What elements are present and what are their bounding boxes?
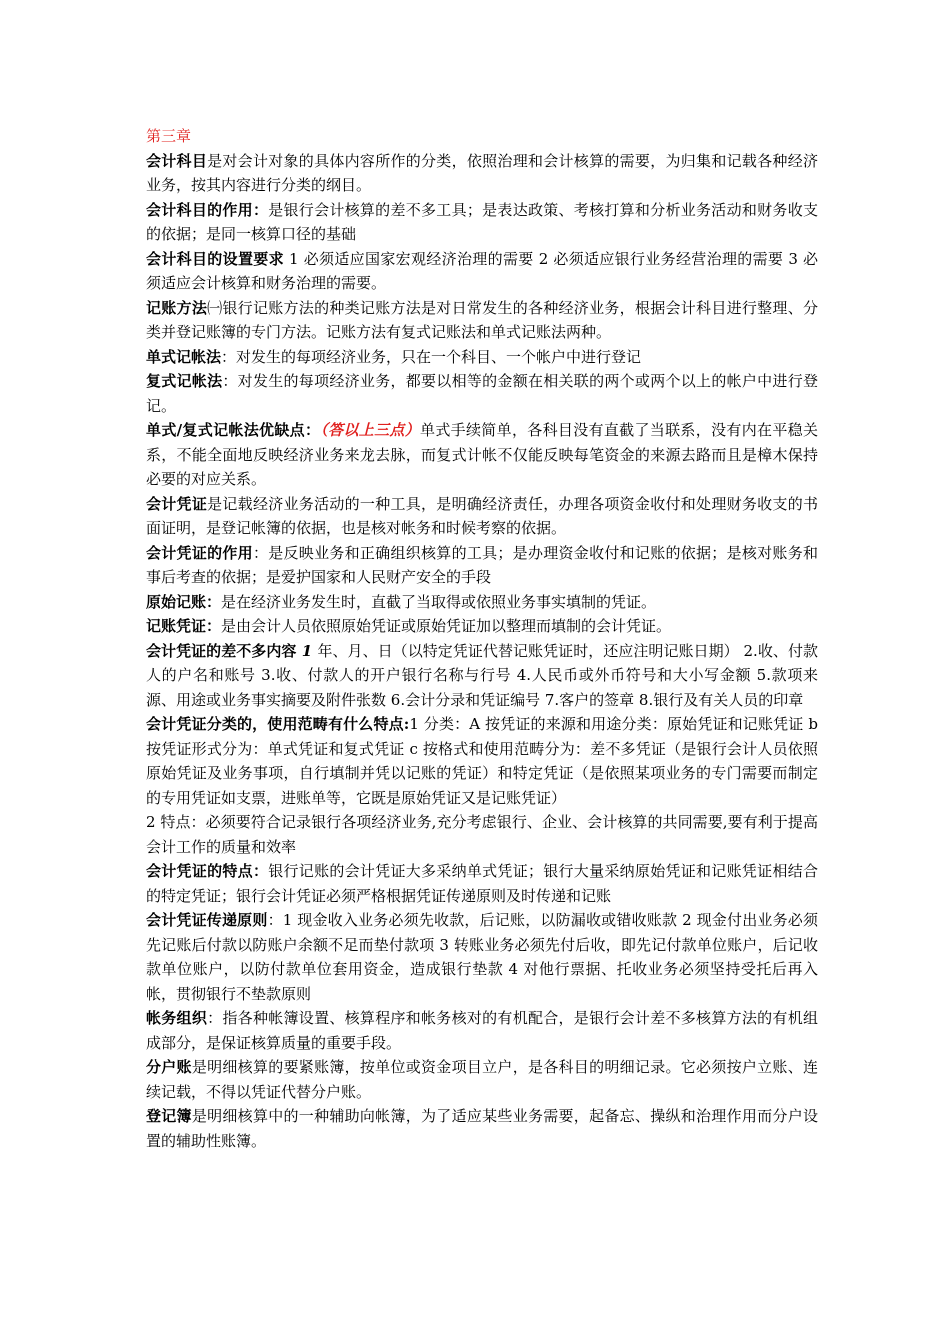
term: 原始记账：	[146, 592, 222, 611]
paragraph-bookkeeping-voucher	[146, 614, 818, 639]
term: 会计凭证传递原则	[146, 911, 268, 929]
body-text: ：对发生的每项经济业务，只在一个科目、一个帐户中进行登记	[221, 347, 642, 366]
paragraph-classification-features	[146, 810, 818, 859]
term: 帐务组织	[146, 1009, 208, 1027]
paragraph-voucher-classification	[146, 712, 818, 810]
item-number: 1	[296, 641, 318, 660]
document-body	[146, 124, 818, 1153]
paragraph-account-organization	[146, 1006, 818, 1055]
term: 会计凭证分类的，使用范畴有什么特点:	[146, 715, 410, 733]
paragraph-single-entry	[146, 345, 818, 370]
term: 会计凭证的特点：	[146, 862, 269, 880]
paragraph-bookkeeping-method	[146, 296, 818, 345]
body-text: 是明细核算的要紧账簿，按单位或资金项目立户，是各科目的明细记录。它必须按户立账、连续记载，不得以凭证代替分户账。	[146, 1058, 818, 1101]
body-text: ：是反映业务和正确组织核算的工具；是办理资金收付和记账的依据；是核对账务和事后考查的依据；是爱护国家和人民财产安全的手段	[146, 543, 818, 586]
body-text: 1 必须适应国家宏观经济治理的需要 2 必须适应银行业务经营治理的需要 3 必须适应会计核算和财务治理的需要。	[146, 249, 818, 292]
paragraph-subject-role	[146, 198, 818, 247]
body-text: 是银行会计核算的差不多工具；是表达政策、考核打算和分析业务活动和财务收支的依据；是同一核算口径的基础	[146, 200, 818, 243]
term: 会计科目的作用：	[146, 200, 269, 219]
body-text: 是明细核算中的一种辅助向帐簿，为了适应某些业务需要，起备忘、操纵和治理作用而分户设置的辅助性账簿。	[146, 1107, 818, 1150]
term: 记账凭证：	[146, 617, 222, 635]
paragraph-accounting-subject	[146, 149, 818, 198]
paragraph-double-entry	[146, 369, 818, 418]
body-text: 是在经济业务发生时，直截了当取得或依照业务事实填制的凭证。	[221, 592, 657, 611]
paragraph-sub-ledger	[146, 1055, 818, 1104]
term: 会计凭证的差不多内容	[146, 641, 297, 660]
paragraph-transfer-principles	[146, 908, 818, 1006]
body-text: 是对会计对象的具体内容所作的分类，依照治理和会计核算的需要，为归集和记载各种经济业务，按其内容进行分类的纲目。	[146, 151, 818, 194]
body-text: 银行记账的会计凭证大多采纳单式凭证；银行大量采纳原始凭证和记账凭证相结合的特定凭证；银行会计凭证必须严格根据凭证传递原则及时传递和记账	[146, 862, 818, 905]
term: 复式记帐法	[146, 372, 223, 390]
paragraph-voucher-role	[146, 541, 818, 590]
term: 记账方法	[146, 298, 208, 317]
paragraph-original-record	[146, 590, 818, 615]
term: 登记簿	[146, 1107, 192, 1125]
paragraph-register-book	[146, 1104, 818, 1153]
answer-note: （答以上三点）	[320, 421, 421, 439]
term: 单式记帐法	[146, 347, 222, 366]
chapter-heading: 第三章	[146, 127, 192, 145]
term: 会计科目	[146, 151, 208, 170]
body-text: 年、月、日（以特定凭证代替记账凭证时，还应注明记账日期） 2.收、付款人的户名和账号 3.收、付款人的开户银行名称与行号 4.人民币或外币符号和大小写金额 5.款项来源、用途或业务事实摘要及附件张数 6.会计分录和凭证编号 7.客户的签章 8.银行及有关人员的印章	[146, 641, 818, 709]
paragraph-voucher-content	[146, 639, 818, 713]
body-text: 2 特点：必须要符合记录银行各项经济业务,充分考虑银行、企业、会计核算的共同需要,要有利于提高会计工作的质量和效率	[146, 813, 818, 856]
body-text: 1 分类：A 按凭证的来源和用途分类：原始凭证和记账凭证 b 按凭证形式分为：单式凭证和复式凭证 c 按格式和使用范畴分为：差不多凭证（是银行会计人员依照原始凭证及业务事项，自行填制并凭以记账的凭证）和特定凭证（是依照某项业务的专门需要而制定的专用凭证如支票，进账单等，它既是原始凭证又是记账凭证）	[146, 715, 818, 807]
body-text: ：指各种帐簿设置、核算程序和帐务核对的有机配合，是银行会计差不多核算方法的有机组成部分，是保证核算质量的重要手段。	[146, 1009, 818, 1052]
body-text: 单式手续简单，各科目没有直截了当联系，没有内在平稳关系，不能全面地反映经济业务来龙去脉，而复式计帐不仅能反映每笔资金的来源去路而且是樟木保持必要的对应关系。	[146, 421, 818, 488]
paragraph-subject-requirements	[146, 247, 818, 296]
term: 分户账	[146, 1058, 192, 1076]
body-text: ：对发生的每项经济业务，都要以相等的金额在相关联的两个或两个以上的帐户中进行登记。	[146, 372, 818, 415]
term: 会计凭证的作用	[146, 543, 253, 562]
body-text: ：1 现金收入业务必须先收款，后记账，以防漏收或错收账款 2 现金付出业务必须先记账后付款以防账户余额不足而垫付款项 3 转账业务必须先付后收，即先记付款单位账户，后记收款单位账户，以防付款单位套用资金，造成银行垫款 4 对他行票据、托收业务必须坚持受托后再入帐，贯彻银行不垫款原则	[146, 911, 818, 1003]
term: 会计科目的设置要求	[146, 249, 284, 268]
term: 单式/复式记帐法优缺点：	[146, 421, 321, 439]
body-text: ㈠银行记账方法的种类记账方法是对日常发生的各种经济业务，根据会计科目进行整理、分类并登记账簿的专门方法。记账方法有复式记账法和单式记账法两种。	[146, 298, 818, 341]
term: 会计凭证	[146, 494, 208, 513]
paragraph-voucher-features	[146, 859, 818, 908]
body-text: 是由会计人员依照原始凭证或原始凭证加以整理而填制的会计凭证。	[221, 617, 672, 635]
body-text: 是记载经济业务活动的一种工具，是明确经济责任，办理各项资金收付和处理财务收支的书面证明，是登记帐簿的依据，也是核对帐务和时候考察的依据。	[146, 494, 818, 537]
paragraph-pros-cons	[146, 418, 818, 492]
paragraph-voucher	[146, 492, 818, 541]
